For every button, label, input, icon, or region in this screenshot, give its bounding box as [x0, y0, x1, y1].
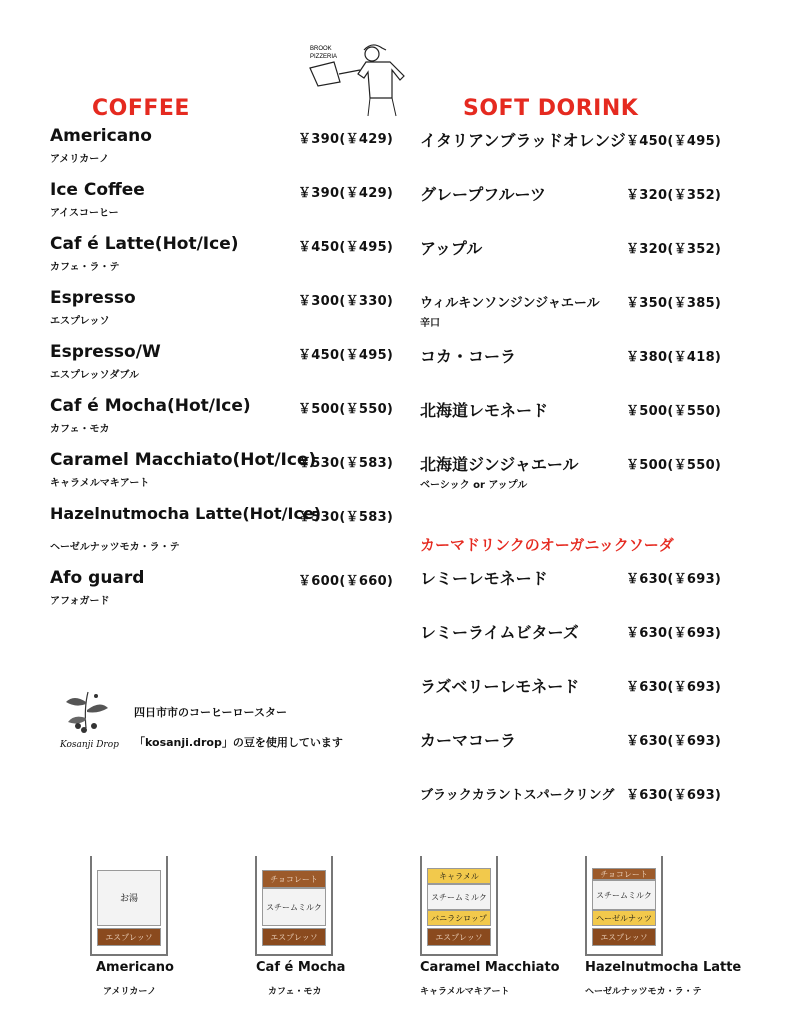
item-price: ￥450(￥495): [298, 240, 394, 255]
item-price: ￥500(￥550): [298, 402, 394, 417]
cup-diagram-americano: [90, 856, 170, 956]
item-subtitle: アフォガード: [50, 596, 110, 607]
item-name: Espresso: [50, 288, 136, 308]
item-name: Caf é Mocha(Hot/Ice): [50, 396, 251, 416]
cup-layer: キャラメル: [427, 868, 491, 884]
roaster-note: [48, 682, 368, 762]
item-price: ￥530(￥583): [298, 510, 394, 525]
item-price: ￥630(￥693): [626, 626, 722, 641]
item-name: ブラックカラントスパークリング: [420, 788, 615, 803]
item-subtitle: キャラメルマキアート: [50, 478, 150, 489]
item-subtitle: カフェ・モカ: [50, 424, 110, 435]
item-price: ￥630(￥693): [626, 680, 722, 695]
cup-layer: エスプレッソ: [97, 928, 161, 946]
cup-layer: お湯: [97, 870, 161, 926]
item-name: Hazelnutmocha Latte(Hot/Ice): [50, 504, 322, 523]
logo-line1: BROOK: [310, 46, 332, 52]
cup-layer: チョコレート: [592, 868, 656, 880]
item-name: ラズベリーレモネード: [420, 677, 580, 696]
item-name: Afo guard: [50, 568, 145, 588]
item-price: ￥630(￥693): [626, 788, 722, 803]
cup-label: Americano: [96, 960, 174, 975]
coffee-section-title: COFFEE: [92, 96, 190, 121]
cup-layer: ヘーゼルナッツ: [592, 910, 656, 926]
brook-pizzeria-logo: [306, 36, 416, 118]
item-price: ￥320(￥352): [626, 188, 722, 203]
cup-layer: エスプレッソ: [592, 928, 656, 946]
item-price: ￥380(￥418): [626, 350, 722, 365]
item-price: ￥630(￥693): [626, 572, 722, 587]
cup-layer: スチームミルク: [262, 888, 326, 926]
cup-label: Hazelnutmocha Latte: [585, 960, 742, 975]
item-subtitle: エスプレッソダブル: [50, 370, 139, 381]
item-name: レミーライムビターズ: [420, 623, 579, 642]
item-price: ￥350(￥385): [626, 296, 722, 311]
item-subtitle: ベーシック or アップル: [420, 480, 528, 491]
cup-subtitle: キャラメルマキアート: [420, 987, 510, 997]
item-subtitle: エスプレッソ: [50, 316, 110, 327]
item-name: Ice Coffee: [50, 180, 145, 200]
roaster-logo-text: Kosanji Drop: [60, 740, 119, 750]
logo-line2: PIZZERIA: [310, 54, 338, 60]
item-price: ￥390(￥429): [298, 132, 394, 147]
item-price: ￥450(￥495): [626, 134, 722, 149]
item-name: Caf é Latte(Hot/Ice): [50, 234, 239, 254]
cup-layer: エスプレッソ: [262, 928, 326, 946]
item-price: ￥500(￥550): [626, 458, 722, 473]
roaster-line2: 「kosanji.drop」の豆を使用しています: [134, 736, 343, 749]
item-subtitle: アメリカーノ: [50, 154, 110, 165]
item-price: ￥300(￥330): [298, 294, 394, 309]
cup-layer: スチームミルク: [592, 880, 656, 910]
item-name: Americano: [50, 126, 152, 146]
cup-subtitle: ヘーゼルナッツモカ・ラ・テ: [585, 987, 702, 997]
item-price: ￥530(￥583): [298, 456, 394, 471]
roaster-line1: 四日市市のコーヒーロースター: [134, 706, 288, 719]
cup-diagram-caramel-macchiato: [420, 856, 500, 956]
item-name: カーマコーラ: [420, 731, 517, 750]
kama-section-title: カーマドリンクのオーガニックソーダ: [420, 536, 674, 554]
item-name: グレープフルーツ: [420, 185, 546, 204]
item-name: Caramel Macchiato(Hot/Ice): [50, 450, 317, 470]
item-name: アップル: [420, 239, 483, 258]
item-subtitle: アイスコーヒー: [50, 208, 119, 219]
item-name: 北海道ジンジャエール: [420, 455, 579, 474]
cup-subtitle: カフェ・モカ: [268, 987, 322, 997]
cup-layer: スチームミルク: [427, 884, 491, 910]
item-price: ￥630(￥693): [626, 734, 722, 749]
cup-label: Caf é Mocha: [256, 960, 346, 975]
item-subtitle: カフェ・ラ・テ: [50, 262, 120, 273]
cup-layer: チョコレート: [262, 870, 326, 888]
item-name: Espresso/W: [50, 342, 161, 362]
item-name: 北海道レモネード: [420, 401, 549, 420]
kosanji-drop-logo: [48, 682, 128, 754]
item-price: ￥390(￥429): [298, 186, 394, 201]
item-name: イタリアンブラッドオレンジ: [420, 131, 626, 150]
cup-subtitle: アメリカーノ: [103, 987, 157, 997]
cup-layer: バニラシロップ: [427, 910, 491, 926]
item-price: ￥450(￥495): [298, 348, 394, 363]
cup-diagram-mocha: [255, 856, 335, 956]
cup-layer: エスプレッソ: [427, 928, 491, 946]
item-name: ウィルキンソンジンジャエール: [420, 296, 600, 311]
item-name: コカ・コーラ: [420, 347, 517, 366]
pizzaiolo-with-peel-icon: [306, 36, 416, 118]
item-subtitle: 辛口: [420, 318, 440, 329]
item-price: ￥500(￥550): [626, 404, 722, 419]
soft-drink-section-title: SOFT DORINK: [463, 96, 639, 121]
item-price: ￥320(￥352): [626, 242, 722, 257]
item-name: レミーレモネード: [420, 569, 548, 588]
cup-diagram-hazelnutmocha-latte: [585, 856, 665, 956]
item-subtitle: ヘーゼルナッツモカ・ラ・テ: [50, 542, 180, 553]
cup-label: Caramel Macchiato: [420, 960, 560, 975]
item-price: ￥600(￥660): [298, 574, 394, 589]
